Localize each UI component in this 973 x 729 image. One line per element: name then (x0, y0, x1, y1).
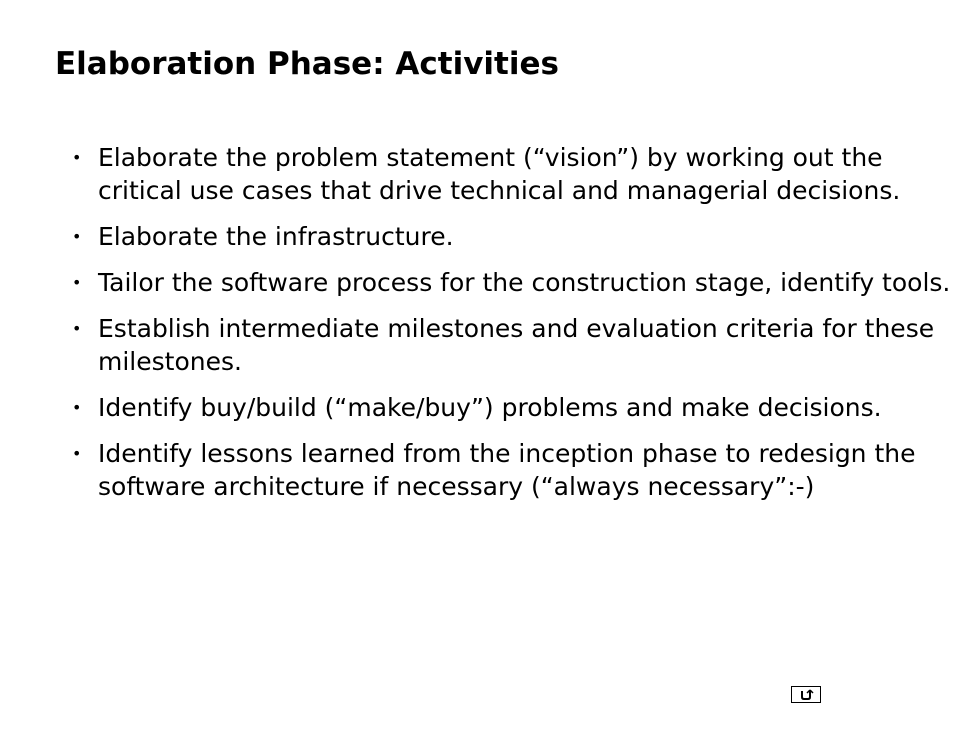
slide-title: Elaboration Phase: Activities (55, 46, 559, 82)
bullet-text: Elaborate the infrastructure. (98, 222, 454, 251)
bullet-list (72, 141, 952, 516)
bullet-text: Identify buy/build (“make/buy”) problems and make decisions. (98, 393, 882, 422)
bullet-dot-icon: • (72, 444, 82, 463)
bullet-dot-icon: • (72, 319, 82, 338)
bullet-dot-icon: • (72, 398, 82, 417)
bullet-item (72, 141, 952, 207)
bullet-text: Tailor the software process for the construction stage, identify tools. (98, 268, 951, 297)
return-arrow-icon (792, 687, 820, 702)
bullet-dot-icon: • (72, 227, 82, 246)
bullet-dot-icon: • (72, 273, 82, 292)
bullet-item (72, 312, 952, 378)
bullet-dot-icon: • (72, 148, 82, 167)
return-button[interactable] (791, 686, 821, 703)
bullet-item (72, 437, 952, 503)
bullet-item (72, 266, 952, 299)
bullet-text: Establish intermediate milestones and evaluation criteria for these milestones. (98, 314, 935, 376)
bullet-text: Elaborate the problem statement (“vision”) by working out the critical use cases that drive technical and managerial decisions. (98, 143, 901, 205)
bullet-text: Identify lessons learned from the inception phase to redesign the software architecture if necessary (“always necessary”:-) (98, 439, 916, 501)
bullet-item (72, 391, 952, 424)
bullet-item (72, 220, 952, 253)
